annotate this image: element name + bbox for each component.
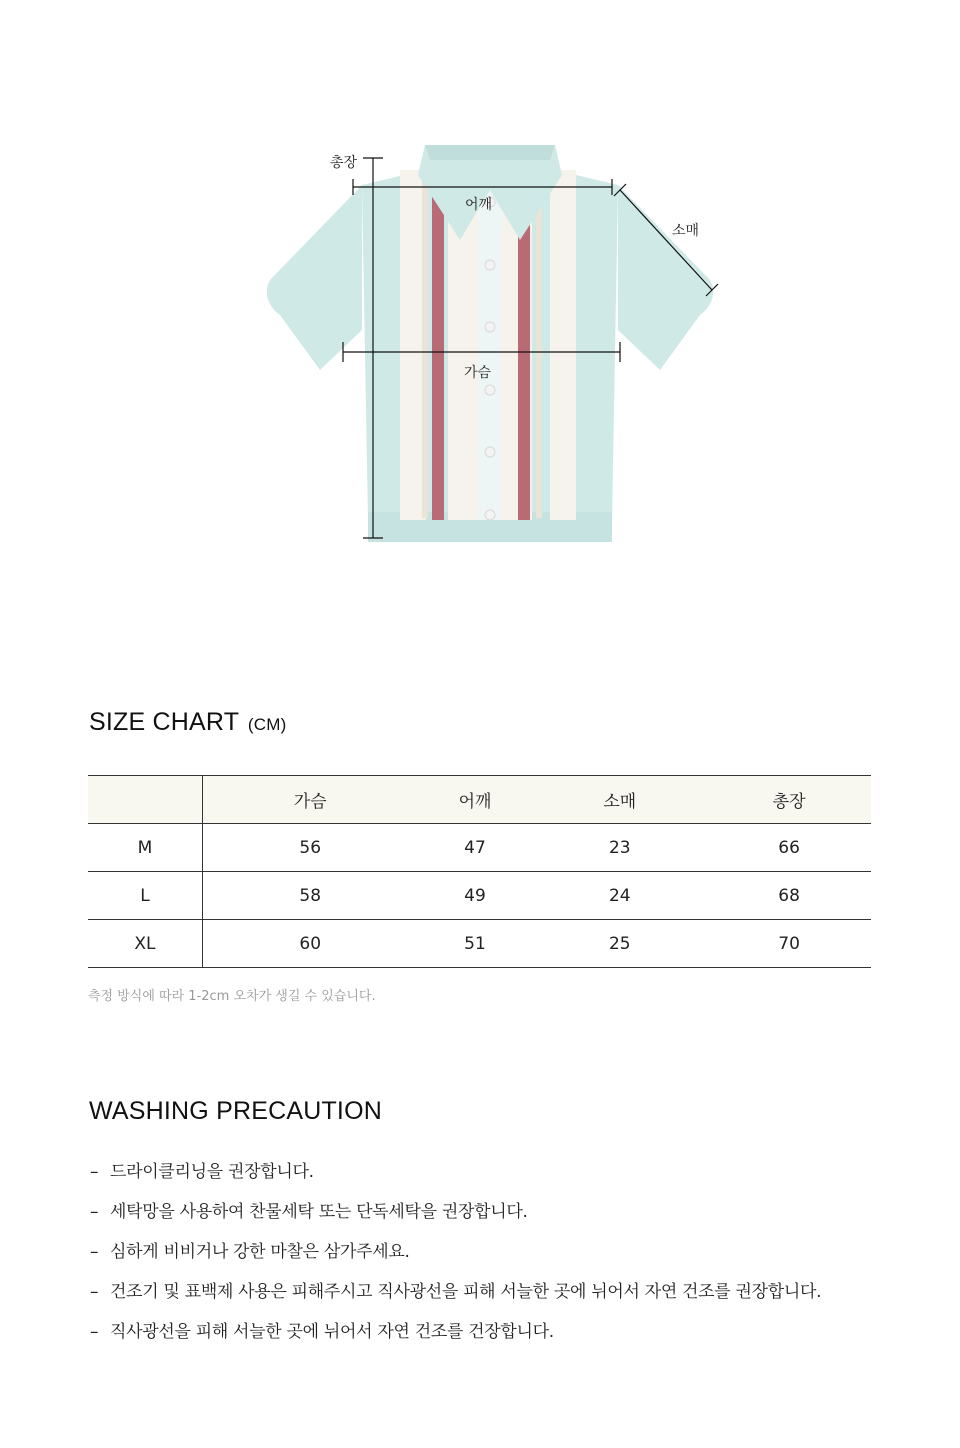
list-item [90, 1277, 821, 1317]
table-row [88, 824, 871, 872]
list-dash: – [90, 1242, 99, 1262]
list-item-text: 드라이클리닝을 권장합니다. [110, 1162, 314, 1182]
list-dash: – [90, 1322, 99, 1342]
list-item-text: 심하게 비비거나 강한 마찰은 삼가주세요. [110, 1242, 410, 1262]
cell-chest: 56 [202, 824, 417, 872]
length-label: 총장 [330, 155, 358, 171]
header-size [88, 776, 202, 824]
cell-shoulder: 51 [418, 920, 533, 968]
shirt-button [485, 447, 495, 457]
left-sleeve [267, 185, 362, 370]
sleeve-label: 소매 [672, 223, 700, 239]
size-chart-title-text: SIZE CHART [89, 708, 239, 736]
header-length: 총장 [707, 776, 871, 824]
table-row [88, 872, 871, 920]
list-dash: – [90, 1202, 99, 1222]
size-chart-table [88, 775, 871, 968]
list-dash: – [90, 1162, 99, 1182]
washing-title: WASHING PRECAUTION [89, 1097, 382, 1125]
size-chart-title [89, 708, 286, 737]
cell-sleeve: 24 [532, 872, 707, 920]
list-item-text: 직사광선을 피해 서늘한 곳에 뉘어서 자연 건조를 건장합니다. [110, 1322, 554, 1342]
chest-label: 가슴 [464, 365, 492, 381]
stripe-red [432, 190, 444, 520]
header-shoulder: 어깨 [418, 776, 533, 824]
right-sleeve [618, 185, 713, 370]
cell-sleeve: 23 [532, 824, 707, 872]
stripe-cream [422, 178, 428, 518]
cell-length: 70 [707, 920, 871, 968]
shirt-button [485, 385, 495, 395]
shirt-button [485, 260, 495, 270]
cell-sleeve: 25 [532, 920, 707, 968]
shirt-placket [478, 190, 502, 520]
stripe-cream [536, 178, 542, 518]
cell-length: 68 [707, 872, 871, 920]
size-chart-header-row [88, 776, 871, 824]
washing-list [90, 1157, 821, 1357]
header-sleeve: 소매 [532, 776, 707, 824]
shoulder-label: 어깨 [465, 197, 493, 213]
cell-chest: 58 [202, 872, 417, 920]
shirt-button [485, 322, 495, 332]
list-item [90, 1197, 821, 1237]
list-item [90, 1157, 821, 1197]
cell-size: M [88, 824, 202, 872]
cell-chest: 60 [202, 920, 417, 968]
product-measurement-figure [250, 130, 730, 560]
stripe-white [448, 190, 478, 520]
list-item [90, 1317, 821, 1357]
stripe-white [550, 170, 576, 520]
list-item-text: 세탁망을 사용하여 찬물세탁 또는 단독세탁을 권장합니다. [110, 1202, 528, 1222]
cell-shoulder: 47 [418, 824, 533, 872]
list-dash: – [90, 1282, 99, 1302]
table-row [88, 920, 871, 968]
list-item-text: 건조기 및 표백제 사용은 피해주시고 직사광선을 피해 서늘한 곳에 뉘어서 자연 건조를 권장합니다. [110, 1282, 822, 1302]
cell-length: 66 [707, 824, 871, 872]
cell-size: XL [88, 920, 202, 968]
list-item [90, 1237, 821, 1277]
cell-shoulder: 49 [418, 872, 533, 920]
size-chart-note: 측정 방식에 따라 1-2cm 오차가 생길 수 있습니다. [88, 989, 376, 1004]
shirt-button [485, 510, 495, 520]
cell-size: L [88, 872, 202, 920]
header-chest: 가슴 [202, 776, 417, 824]
size-chart-unit: (CM) [247, 715, 287, 734]
